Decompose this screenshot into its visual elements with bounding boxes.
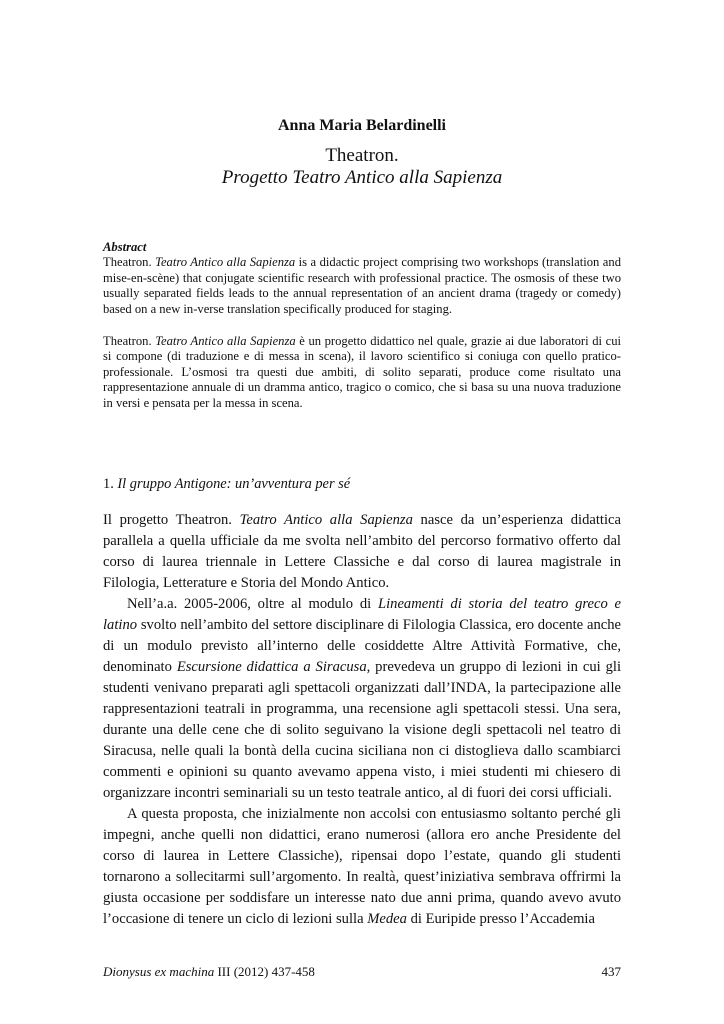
footer-journal: Dionysus ex machina [103, 964, 215, 979]
abstract-it-italic: Teatro Antico alla Sapienza [155, 334, 296, 349]
p1-text-c: nasce da un’esperienza didattica parallela a quella ufficiale da me svolta nell’ambito del percorso formativo offerto dal corso di laurea triennale in Lettere Classiche e dal corso di laurea magistrale in Filologia, Letterature e Storia del Mondo Antico. [103, 512, 621, 591]
section-number: 1. [103, 476, 118, 492]
author-name: Anna Maria Belardinelli [278, 117, 446, 134]
abstract-italian [103, 334, 621, 411]
abstract-en-italic: Teatro Antico alla Sapienza [155, 255, 296, 270]
paragraph-3 [103, 804, 621, 930]
p2-italic-d: Escursione didattica a Siracusa [176, 659, 367, 675]
abstract-it-lead: Theatron. [103, 334, 156, 349]
p3-text-c: di Euripide presso l’Accademia [406, 911, 595, 927]
page-number: 437 [601, 964, 621, 979]
title-line-subtitle: Progetto Teatro Antico alla Sapienza [221, 167, 503, 188]
abstract [103, 240, 621, 411]
p1-italic: Teatro Antico alla Sapienza [239, 512, 413, 528]
p3-text-a: A questa proposta, che inizialmente non accolsi con entusiasmo soltanto perché gli impegni, anche quelli non didattici, erano numerosi (allora ero anche Presidente del corso di laurea in Lettere Classiche), ripensai dopo l’estate, quando gli studenti tornarono a sollecitarmi sull’argomento. In realtà, quest’iniziativa sembrava offrirmi la giusta occasione per soddisfare un interesse nato due anni prima, quando avevo avuto l’occasione di tenere un ciclo di lezioni sulla [103, 806, 621, 927]
title-line-main: Theatron. [325, 145, 399, 166]
section-heading [103, 475, 621, 493]
paper-title [103, 145, 621, 189]
p2-text-a: Nell’a.a. 2005-2006, oltre al modulo di [127, 596, 378, 612]
body-text [103, 510, 621, 930]
paragraph-2 [103, 594, 621, 804]
footer-volume: III (2012) 437-458 [214, 964, 315, 979]
p2-text-c: svolto nell’ambito del settore disciplinare di Filologia Classica, ero docente anche di un modulo previsto all’interno delle cosiddette Altre Attività Formative, che, denominato [103, 617, 621, 675]
section-title: Il gruppo Antigone: un’avventura per sé [117, 476, 351, 492]
abstract-heading: Abstract [103, 240, 147, 254]
p1-text-a: Il progetto Theatron. [103, 512, 240, 528]
p3-italic: Medea [367, 911, 407, 927]
abstract-en-lead: Theatron. [103, 255, 156, 270]
abstract-english [103, 255, 621, 317]
abstract-en-rest: is a didactic project comprising two workshops (translation and mise-en-scène) that conjugate scientific research with professional practice. The osmosis of these two usually separated fields leads to the annual representation of an ancient drama (tragedy or comedy) based on a new in-verse translation specifically produced for staging. [103, 255, 621, 316]
footer-citation [103, 964, 315, 980]
p2-italic-b: Lineamenti di storia del teatro greco e latino [103, 596, 622, 633]
paragraph-1 [103, 510, 621, 594]
p2-text-e: , prevedeva un gruppo di lezioni in cui gli studenti venivano preparati agli spettacoli organizzati dall’INDA, la partecipazione alle rappresentazioni teatrali in programma, una recensione agli spettacoli stessi. Una sera, durante una delle cene che di solito seguivano la visione degli spettacoli nel teatro di Siracusa, nelle quali la bontà della cucina siciliana non ci distoglieva dallo scambiarci commenti e opinioni su quanto avevamo appena visto, i miei studenti mi chiesero di organizzare incontri seminariali su un testo teatrale antico, al di fuori dei corsi ufficiali. [103, 659, 621, 801]
abstract-it-rest: è un progetto didattico nel quale, grazie ai due laboratori di cui si compone (di traduzione e di messa in scena), il lavoro scientifico si coniuga con quello pratico-professionale. L’osmosi tra questi due ambiti, di solito separati, produce come risultato una rappresentazione annuale di un dramma antico, tragico o comico, che si basa su una nuova traduzione in versi e pensata per la messa in scena. [103, 334, 621, 410]
